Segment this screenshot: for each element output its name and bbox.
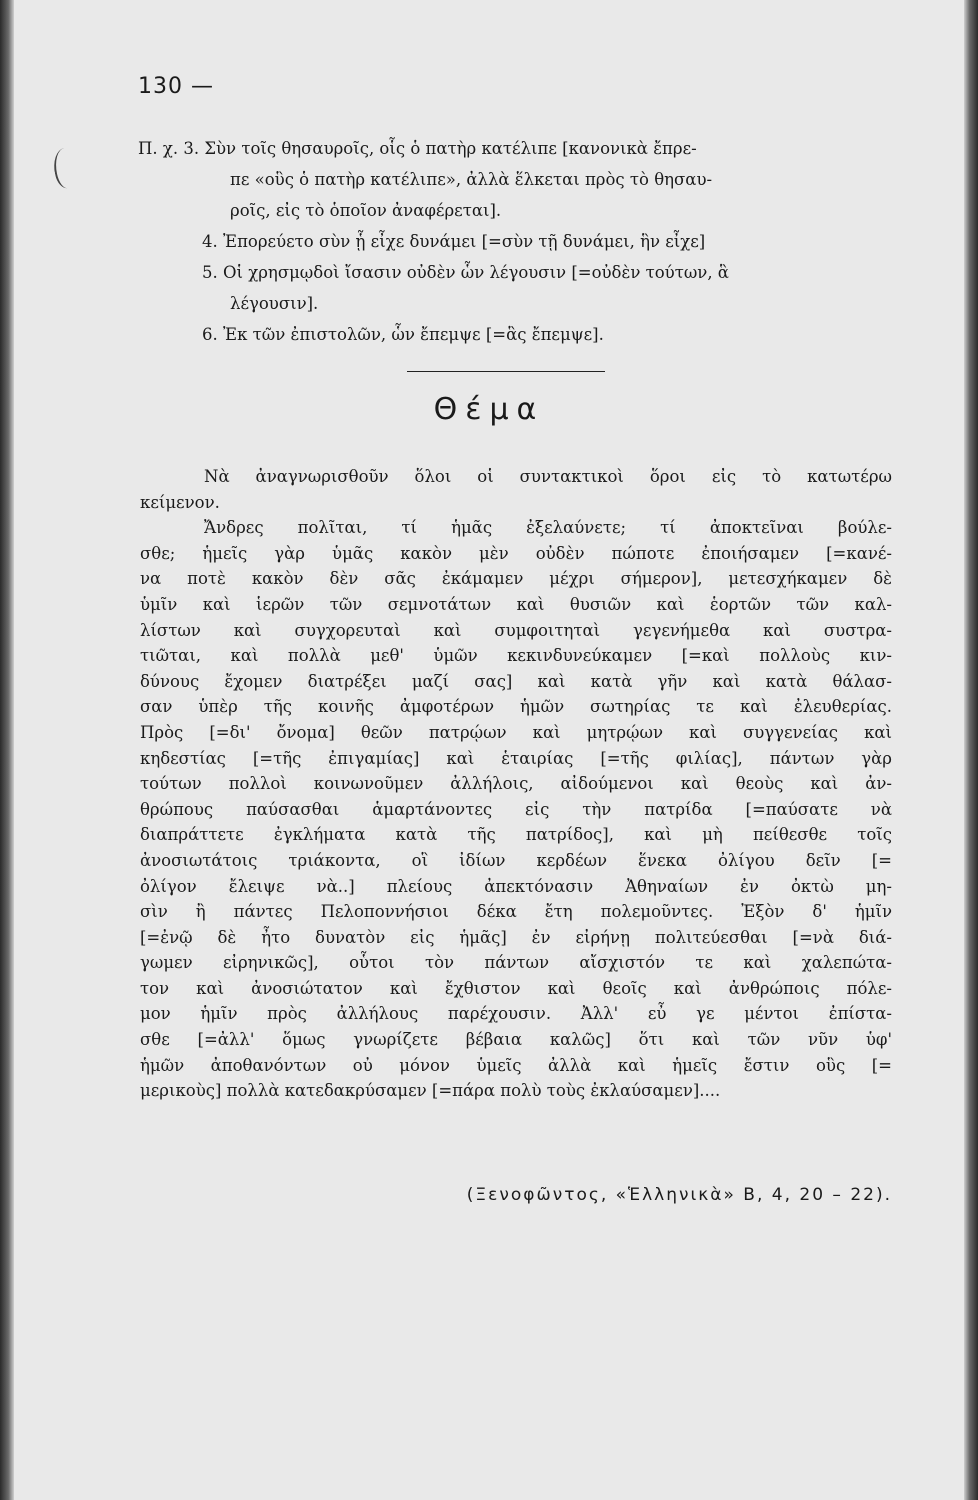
text-line: τούτων πολλοὶ κοινωνοῦμεν ἀλλήλοις, αἰδούμενοι καὶ θεοὺς καὶ ἀν-: [140, 774, 892, 794]
text-line: θρώπους παύσασθαι ἁμαρτάνοντες εἰς τὴν πατρίδα [=παύσατε νὰ: [140, 799, 892, 819]
note-line: 4. Ἐπορεύετο σὺν ᾗ εἶχε δυνάμει [=σὺν τῇ δυνάμει, ἣν εἶχε]: [202, 232, 706, 251]
notes-block: [138, 133, 892, 350]
note-line: 5. Οἱ χρησμῳδοὶ ἴσασιν οὐδὲν ὧν λέγουσιν [=οὐδὲν τούτων, ἃ: [202, 263, 729, 282]
section-divider: [407, 371, 605, 372]
text-line: Πρὸς [=δι' ὄνομα] θεῶν πατρῴων καὶ μητρῴων καὶ συγγενείας καὶ: [140, 722, 892, 742]
note-line: 6. Ἐκ τῶν ἐπιστολῶν, ὧν ἔπεμψε [=ἃς ἔπεμψε].: [202, 325, 604, 344]
text-line: σαν ὑπὲρ τῆς κοινῆς ἀμφοτέρων ἡμῶν σωτηρίας τε καὶ ἐλευθερίας.: [140, 697, 892, 717]
note-line: Π. χ. 3. Σὺν τοῖς θησαυροῖς, οἷς ὁ πατὴρ κατέλιπε [κανονικὰ ἔπρε-: [138, 139, 697, 158]
pencil-mark: [50, 146, 82, 190]
text-line: τον καὶ ἀνοσιώτατον καὶ ἔχθιστον καὶ θεοῖς καὶ ἀνθρώποις πόλε-: [140, 978, 892, 998]
text-line: κηδεστίας [=τῆς ἐπιγαμίας] καὶ ἑταιρίας [=τῆς φιλίας], πάντων γὰρ: [140, 748, 892, 768]
text-line: διαπράττετε ἐγκλήματα κατὰ τῆς πατρίδος], καὶ μὴ πείθεσθε τοῖς: [140, 825, 892, 845]
note-line: λέγουσιν].: [230, 294, 319, 313]
text-line: σθε; ἡμεῖς γὰρ ὑμᾶς κακὸν μὲν οὐδὲν πώποτε ἐποιήσαμεν [=κανέ-: [140, 543, 892, 563]
exercise-text: [140, 464, 892, 1104]
text-line: κείμενον.: [140, 492, 220, 512]
text-line: μον ἡμῖν πρὸς ἀλλήλους παρέχουσιν. Ἀλλ' εὖ γε μέντοι ἐπίστα-: [140, 1004, 892, 1024]
section-title: Θέμα: [433, 392, 545, 427]
text-line: [=ἐνῷ δὲ ἦτο δυνατὸν εἰς ἡμᾶς] ἐν εἰρήνῃ πολιτεύεσθαι [=νὰ διά-: [140, 927, 892, 947]
text-line: ὀλίγον ἔλειψε νὰ..] πλείους ἀπεκτόνασιν Ἀθηναίων ἐν ὀκτὼ μη-: [140, 876, 892, 896]
text-line: μερικοὺς] πολλὰ κατεδακρύσαμεν [=πάρα πολὺ τοὺς ἐκλαύσαμεν]....: [140, 1081, 721, 1101]
text-line: δύνους ἔχομεν διατρέξει μαζί σας] καὶ κατὰ γῆν καὶ κατὰ θάλασ-: [140, 671, 892, 691]
note-line: πε «οὓς ὁ πατὴρ κατέλιπε», ἀλλὰ ἕλκεται πρὸς τὸ θησαυ-: [230, 170, 713, 189]
text-line: να ποτὲ κακὸν δὲν σᾶς ἐκάμαμεν μέχρι σήμερον], μετεσχήκαμεν δὲ: [140, 569, 892, 589]
text-line: ὑμῖν καὶ ἱερῶν τῶν σεμνοτάτων καὶ θυσιῶν καὶ ἑορτῶν τῶν καλ-: [140, 594, 892, 614]
text-line: Νὰ ἀναγνωρισθοῦν ὅλοι οἱ συντακτικοὶ ὅροι εἰς τὸ κατωτέρω: [204, 467, 892, 486]
text-line: ἀνοσιωτάτοις τριάκοντα, οἳ ἰδίων κερδέων ἕνεκα ὀλίγου δεῖν [=: [140, 850, 892, 870]
text-line: Ἄνδρες πολῖται, τί ἡμᾶς ἐξελαύνετε; τί ἀποκτεῖναι βούλε-: [204, 518, 892, 538]
text-line: σὶν ἢ πάντες Πελοποννήσιοι δέκα ἔτη πολεμοῦντες. Ἐξὸν δ' ἡμῖν: [140, 902, 892, 922]
source-citation: (Ξενοφῶντος, «Ἑλληνικὰ» Β, 4, 20 – 22).: [466, 1185, 892, 1205]
text-line: λίστων καὶ συγχορευταὶ καὶ συμφοιτηταὶ γεγενήμεθα καὶ συστρα-: [140, 620, 892, 640]
text-line: σθε [=ἀλλ' ὅμως γνωρίζετε βέβαια καλῶς] ὅτι καὶ τῶν νῦν ὑφ': [140, 1030, 892, 1050]
note-line: ροῖς, εἰς τὸ ὁποῖον ἀναφέρεται].: [230, 201, 502, 220]
text-line: τιῶται, καὶ πολλὰ μεθ' ὑμῶν κεκινδυνεύκαμεν [=καὶ πολλοὺς κιν-: [140, 646, 892, 666]
scan-edge-left: [0, 0, 14, 1500]
scan-edge-right: [964, 0, 978, 1500]
text-line: γωμεν εἰρηνικῶς], οὗτοι τὸν πάντων αἴσχιστόν τε καὶ χαλεπώτα-: [140, 953, 892, 973]
page-number: 130 —: [138, 74, 214, 99]
text-line: ἡμῶν ἀποθανόντων οὐ μόνον ὑμεῖς ἀλλὰ καὶ ἡμεῖς ἔστιν οὓς [=: [140, 1055, 892, 1075]
